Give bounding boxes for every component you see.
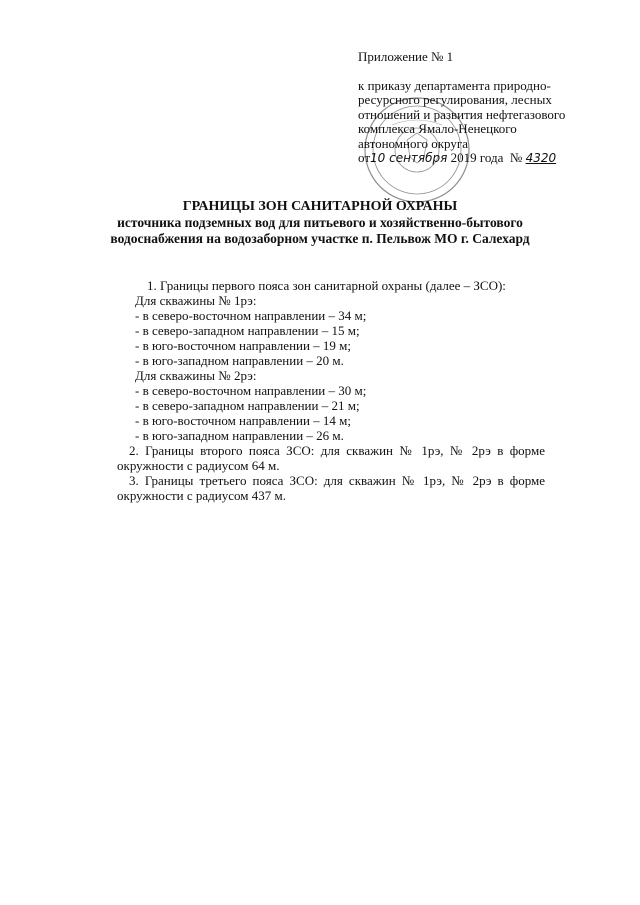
appendix-number: Приложение № 1: [358, 49, 454, 64]
title-main: ГРАНИЦЫ ЗОН САНИТАРНОЙ ОХРАНЫ: [182, 199, 458, 214]
order-line: комплекса Ямало-Ненецкого: [358, 121, 517, 136]
well-1-line: - в северо-западном направлении – 15 м;: [135, 323, 360, 338]
order-line: отношений и развития нефтегазового: [358, 106, 566, 122]
title-subtitle-line2: водоснабжения на водозаборном участке п. Пельвож МО г. Салехард: [110, 231, 530, 246]
order-date-line: [358, 151, 608, 166]
well-2-line: - в юго-западном направлении – 26 м.: [135, 428, 344, 443]
order-line: к приказу департамента природно-: [358, 77, 551, 93]
well-2-line: - в северо-восточном направлении – 30 м;: [135, 383, 367, 398]
number-prefix: №: [509, 150, 523, 165]
item-3: 3. Границы третьего пояса ЗСО: для скважин № 1рэ, № 2рэ в форме окружности с радиусом 437 м.: [117, 473, 545, 503]
date-year: 2019 года: [450, 150, 504, 165]
well-2-line: - в юго-восточном направлении – 14 м;: [135, 413, 352, 428]
order-line: ресурсного регулирования, лесных: [358, 92, 552, 107]
handwritten-date: 10 сентября: [370, 151, 448, 165]
handwritten-number: 4320: [525, 151, 557, 165]
date-prefix: от: [358, 150, 371, 165]
item-2: 2. Границы второго пояса ЗСО: для скважин № 1рэ, № 2рэ в форме окружности с радиусом 64 м.: [117, 443, 545, 473]
well-1-line: - в юго-восточном направлении – 19 м;: [135, 338, 352, 353]
appendix-header: [358, 50, 608, 166]
document-title: [95, 198, 545, 247]
well-2-line: - в северо-западном направлении – 21 м;: [135, 398, 360, 413]
title-subtitle-line1: источника подземных вод для питьевого и хозяйственно-бытового: [117, 215, 523, 230]
document-body: [117, 278, 545, 503]
well-1-line: - в юго-западном направлении – 20 м.: [135, 353, 344, 368]
well-2-header: Для скважины № 2рэ:: [135, 368, 257, 383]
item-1: 1. Границы первого пояса зон санитарной охраны (далее – ЗСО):: [147, 278, 506, 293]
order-line: автономного округа: [358, 135, 468, 151]
well-1-line: - в северо-восточном направлении – 34 м;: [135, 308, 367, 323]
well-1-header: Для скважины № 1рэ:: [135, 293, 257, 308]
